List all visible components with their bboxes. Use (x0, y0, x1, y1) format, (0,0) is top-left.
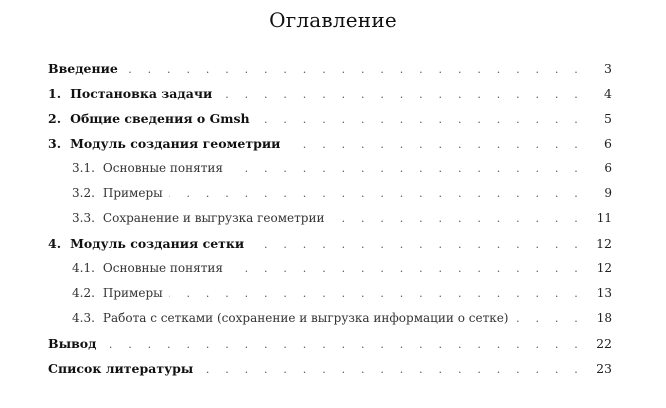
toc-entry-label: Работа с сетками (сохранение и выгрузка информации о сетке) (102, 311, 509, 325)
toc-entry-section-3-1[interactable] (48, 156, 612, 181)
toc-title: Оглавление (269, 8, 397, 32)
toc-entry-label: Введение (48, 61, 118, 76)
dot-leader (330, 206, 584, 231)
toc-entry-conclusion[interactable] (48, 331, 612, 356)
toc-entry-page: 3 (604, 61, 612, 76)
toc-entry-chapter-1[interactable] (48, 81, 612, 106)
dot-leader (229, 156, 584, 181)
toc-entry-label: Список литературы (48, 361, 194, 376)
toc-entry-chapter-3[interactable] (48, 131, 612, 156)
toc-entry-number: 4. (48, 236, 62, 251)
toc-entry-label: Вывод (48, 336, 97, 351)
toc-entry-section-4-1[interactable] (48, 256, 612, 281)
toc-entry-section-4-3[interactable] (48, 306, 612, 331)
dot-leader (124, 57, 584, 82)
toc-entry-chapter-2[interactable] (48, 106, 612, 131)
toc-entry-page: 6 (604, 136, 612, 151)
dot-leader (256, 107, 584, 132)
dot-leader (515, 306, 585, 331)
dot-leader (102, 332, 584, 357)
toc-entry-section-3-3[interactable] (48, 206, 612, 231)
dot-leader (169, 281, 584, 306)
toc-entry-page: 4 (604, 86, 612, 101)
toc-entry-page: 12 (596, 261, 612, 275)
dot-leader (286, 132, 584, 157)
dot-leader (250, 232, 584, 257)
toc-entry-section-3-2[interactable] (48, 181, 612, 206)
toc-entry-page: 11 (596, 211, 612, 225)
toc-entry-page: 23 (596, 361, 612, 376)
toc-entry-page: 6 (604, 161, 612, 175)
toc-entry-number: 3.1. (72, 161, 95, 175)
dot-leader (169, 181, 584, 206)
toc-entry-references[interactable] (48, 356, 612, 381)
toc-entry-label: Постановка задачи (70, 86, 213, 101)
toc-entry-label: Общие сведения о Gmsh (70, 111, 250, 126)
toc-entry-number: 4.1. (72, 261, 95, 275)
toc-entry-number: 1. (48, 86, 62, 101)
table-of-contents (48, 56, 612, 381)
toc-entry-label: Модуль создания сетки (70, 236, 245, 251)
toc-entry-number: 4.2. (72, 286, 95, 300)
toc-entry-number: 3.2. (72, 186, 95, 200)
toc-entry-page: 5 (604, 111, 612, 126)
toc-entry-section-4-2[interactable] (48, 281, 612, 306)
dot-leader (229, 256, 584, 281)
toc-entry-number: 4.3. (72, 311, 95, 325)
toc-entry-page: 18 (596, 311, 612, 325)
toc-entry-page: 13 (596, 286, 612, 300)
toc-entry-chapter-4[interactable] (48, 231, 612, 256)
toc-entry-label: Примеры (102, 286, 163, 300)
toc-entry-page: 9 (604, 186, 612, 200)
toc-entry-label: Основные понятия (102, 261, 223, 275)
toc-entry-label: Сохранение и выгрузка геометрии (102, 211, 325, 225)
toc-entry-label: Основные понятия (102, 161, 223, 175)
dot-leader (199, 357, 584, 382)
toc-entry-number: 2. (48, 111, 62, 126)
dot-leader (218, 82, 584, 107)
toc-entry-page: 22 (596, 336, 612, 351)
toc-entry-number: 3.3. (72, 211, 95, 225)
toc-entry-number: 3. (48, 136, 62, 151)
toc-entry-label: Модуль создания геометрии (70, 136, 281, 151)
toc-entry-label: Примеры (102, 186, 163, 200)
toc-entry-page: 12 (596, 236, 612, 251)
toc-entry-introduction[interactable] (48, 56, 612, 81)
